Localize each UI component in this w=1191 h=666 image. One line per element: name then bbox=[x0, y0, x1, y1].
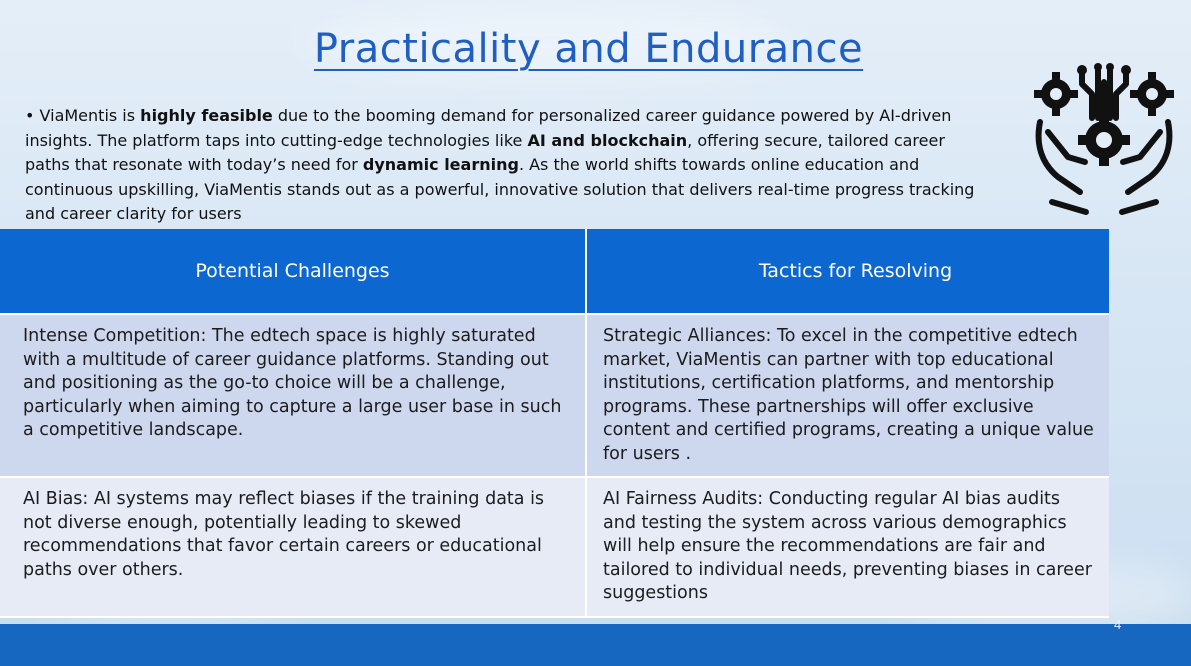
bullet-glyph: • bbox=[25, 106, 35, 125]
slide-title bbox=[0, 26, 1191, 72]
header-potential-challenges: Potential Challenges bbox=[0, 229, 586, 314]
challenges-table bbox=[0, 229, 1109, 618]
intro-text: ViaMentis is bbox=[39, 106, 141, 125]
intro-text: , offering secure, tailored career paths that resonate with today’s need for bbox=[25, 130, 945, 174]
gears-in-hands-icon bbox=[1030, 62, 1178, 220]
table-row bbox=[0, 477, 1109, 617]
intro-bold-text: highly feasible bbox=[140, 106, 273, 125]
page-number: 4 bbox=[1114, 617, 1122, 632]
intro-text: due to the booming demand for personalized career guidance powered by AI-driven insights. The platform taps into cutting-edge technologies like bbox=[25, 106, 952, 150]
table-row bbox=[0, 314, 1109, 477]
intro-text: . As the world shifts towards online education and continuous upskilling, ViaMentis stands out as a powerful, innovative solution that delivers real-time progress tracking and career clarity for users bbox=[25, 155, 975, 223]
slide-title-text: Practicality and Endurance bbox=[313, 26, 864, 72]
intro-paragraph bbox=[25, 104, 975, 227]
footer-bar bbox=[0, 624, 1191, 666]
tactic-cell: Strategic Alliances: To excel in the competitive edtech market, ViaMentis can partner with top educational institutions, certification platforms, and mentorship programs. These partnerships will offer exclusive content and certified programs, creating a unique value for users . bbox=[586, 314, 1109, 477]
header-tactics-for-resolving: Tactics for Resolving bbox=[586, 229, 1109, 314]
table-header-row bbox=[0, 229, 1109, 314]
challenge-cell: AI Bias: AI systems may reflect biases if the training data is not diverse enough, potentially leading to skewed recommendations that favor certain careers or educational paths over others. bbox=[0, 477, 586, 617]
challenge-cell: Intense Competition: The edtech space is highly saturated with a multitude of career guidance platforms. Standing out and positioning as the go-to choice will be a challenge, particularly when aiming to capture a large user base in such a competitive landscape. bbox=[0, 314, 586, 477]
tactic-cell: AI Fairness Audits: Conducting regular AI bias audits and testing the system across various demographics will help ensure the recommendations are fair and tailored to individual needs, preventing biases in career suggestions bbox=[586, 477, 1109, 617]
intro-bold-text: AI and blockchain bbox=[527, 130, 688, 150]
intro-bold-text: dynamic learning bbox=[362, 155, 519, 174]
